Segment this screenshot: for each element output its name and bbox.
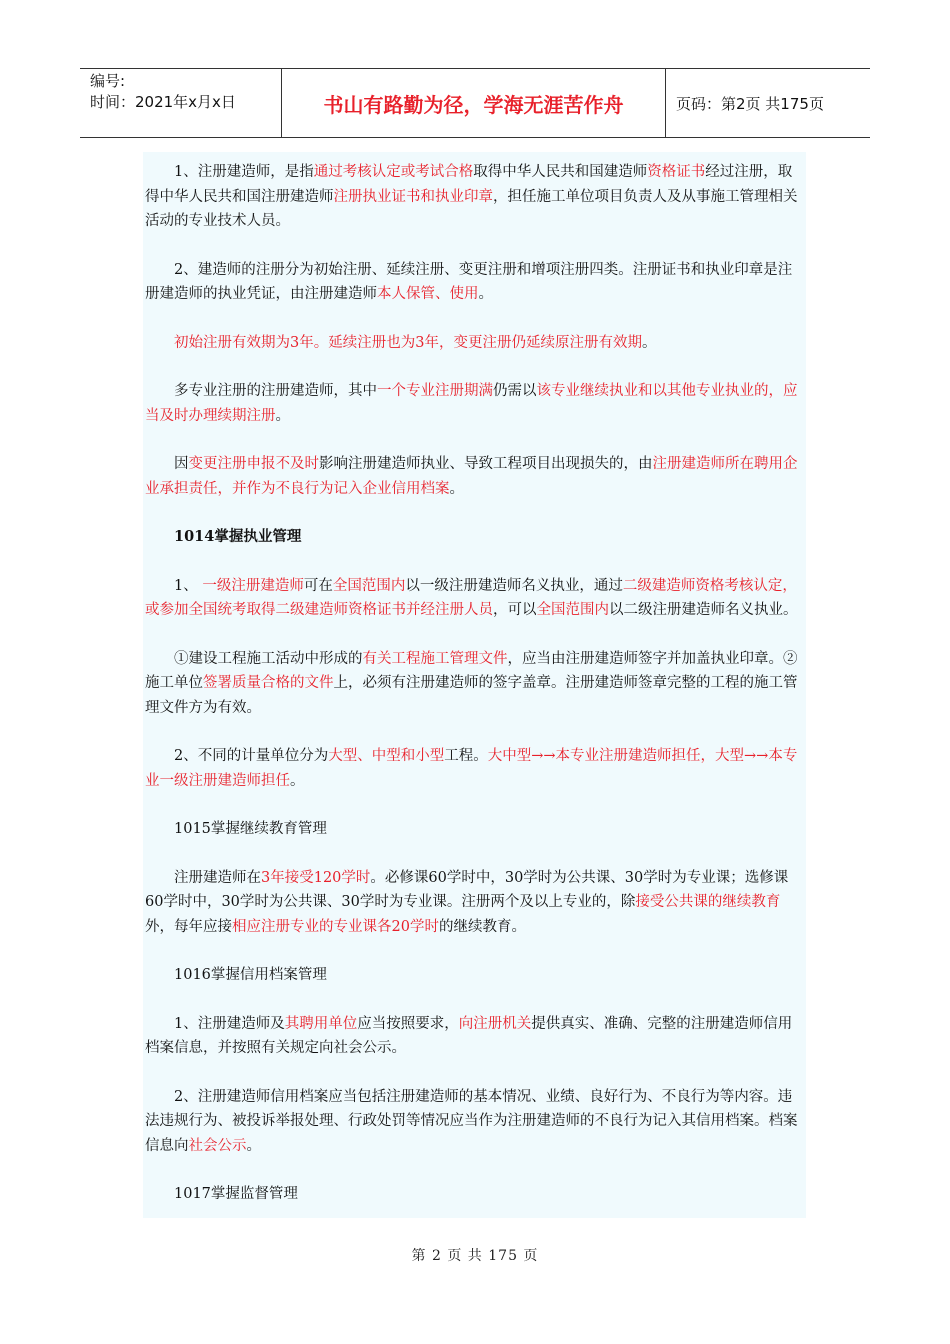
document-number-label: 编号: xyxy=(90,72,126,90)
paragraph-change-registration: 因变更注册申报不及时影响注册建造师执业、导致工程项目出现损失的，由注册建造师所在聘用企业承担责任，并作为不良行为记入企业信用档案。 xyxy=(145,456,798,497)
page-header xyxy=(80,68,870,138)
paragraph-credit-file-info: 1、注册建造师及其聘用单位应当按照要求，向注册机关提供真实、准确、完整的注册建造师信用档案信息，并按照有关规定向社会公示。 xyxy=(145,1015,793,1056)
paragraph-credit-file-contents: 2、注册建造师信用档案应当包括注册建造师的基本情况、业绩、良好行为、不良行为等内容。违法违规行为、被投诉举报处理、行政处罚等情况应当作为注册建造师的不良行为记入其信用档案。档案信息向社会公示。 xyxy=(145,1088,798,1154)
paragraph-validity-period: 初始注册有效期为3年。延续注册也为3年，变更注册仍延续原注册有效期。 xyxy=(174,334,657,351)
paragraph-practice-scope: 1、 一级注册建造师可在全国范围内以一级注册建造师名义执业，通过二级建造师资格考核认定，或参加全国统考取得二级建造师资格证书并经注册人员，可以全国范围内以二级注册建造师名义执业。 xyxy=(145,577,798,618)
section-heading-1014: 1014掌握执业管理 xyxy=(174,528,302,545)
paragraph-signature-seal: ①建设工程施工活动中形成的有关工程施工管理文件，应当由注册建造师签字并加盖执业印章。②施工单位签署质量合格的文件上，必须有注册建造师的签字盖章。注册建造师签章完整的工程的施工管理文件方为有效。 xyxy=(145,650,798,716)
paragraph-multi-specialty: 多专业注册的注册建造师，其中一个专业注册期满仍需以该专业继续执业和以其他专业执业的，应当及时办理续期注册。 xyxy=(145,383,798,424)
section-heading-1015: 1015掌握继续教育管理 xyxy=(174,821,327,837)
page-footer: 第 2 页 共 175 页 xyxy=(411,1248,539,1264)
paragraph-project-size: 2、不同的计量单位分为大型、中型和小型工程。大中型→→本专业注册建造师担任，大型→→本专业一级注册建造师担任。 xyxy=(145,748,798,789)
paragraph-registration-types: 2、建造师的注册分为初始注册、延续注册、变更注册和增项注册四类。注册证书和执业印章是注册建造师的执业凭证，由注册建造师本人保管、使用。 xyxy=(145,261,793,302)
header-motto: 书山有路勤为径，学海无涯苦作舟 xyxy=(282,69,666,137)
paragraph-continuing-education: 注册建造师在3年接受120学时。必修课60学时中，30学时为公共课、30学时为专业课；选修课60学时中，30学时为公共课、30学时为专业课。注册两个及以上专业的，除接受公共课的继续教育外，每年应接相应注册专业的专业课各20学时的继续教育。 xyxy=(145,869,789,935)
document-body xyxy=(143,152,806,1218)
header-meta xyxy=(80,69,282,137)
header-page-info: 页码：第2页 共175页 xyxy=(676,94,824,113)
document-date: 时间：2021年x月x日 xyxy=(90,93,236,111)
section-heading-1017: 1017掌握监督管理 xyxy=(174,1186,298,1202)
paragraph-registered-builder-definition: 1、注册建造师，是指通过考核认定或考试合格取得中华人民共和国建造师资格证书经过注册，取得中华人民共和国注册建造师注册执业证书和执业印章，担任施工单位项目负责人及从事施工管理相关活动的专业技术人员。 xyxy=(145,164,798,229)
section-heading-1016: 1016掌握信用档案管理 xyxy=(174,967,327,983)
